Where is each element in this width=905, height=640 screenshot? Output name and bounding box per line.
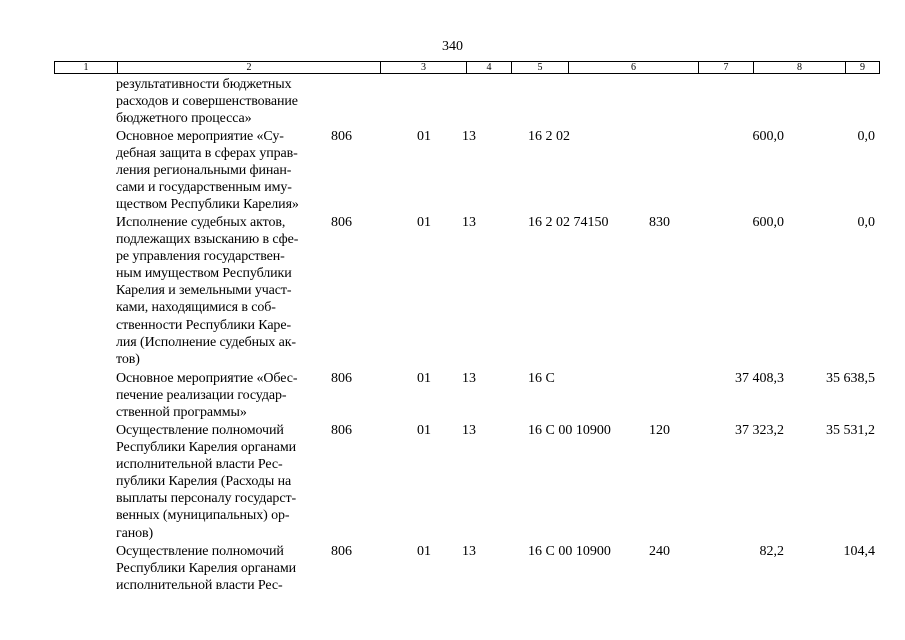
table-cell-col8: 600,0 xyxy=(752,129,784,144)
table-cell-col8: 600,0 xyxy=(752,215,784,230)
table-cell-col5: 13 xyxy=(462,544,476,559)
table-cell-col4: 01 xyxy=(417,129,431,144)
table-cell-col9: 35 638,5 xyxy=(826,371,875,386)
table-cell-col3: 806 xyxy=(331,544,352,559)
header-col-4: 4 xyxy=(466,62,511,73)
table-cell-col7: 120 xyxy=(649,423,670,438)
table-row-name: Осуществление полномочий Республики Карелия органами исполнительной власти Рес- xyxy=(116,544,297,594)
page-number: 340 xyxy=(442,39,463,54)
table-row-name: Исполнение судебных актов, подлежащих взысканию в сфе- ре управления государствен- ным имуществом Республики Карелия и земельными участ- ками, находящимися в соб- ственности Республики Каре- лия (Исполнение судебных ак- тов) xyxy=(116,215,299,367)
header-col-2: 2 xyxy=(117,62,380,73)
table-cell-col9: 0,0 xyxy=(857,129,875,144)
table-cell-col9: 35 531,2 xyxy=(826,423,875,438)
table-cell-col4: 01 xyxy=(417,215,431,230)
table-cell-col3: 806 xyxy=(331,129,352,144)
table-cell-col3: 806 xyxy=(331,423,352,438)
table-cell-col7: 240 xyxy=(649,544,670,559)
header-col-1: 1 xyxy=(83,62,89,73)
table-cell-col3: 806 xyxy=(331,371,352,386)
table-cell-col5: 13 xyxy=(462,423,476,438)
table-row-name: Основное мероприятие «Су- дебная защита в сферах управ- ления региональными финан- сами и государственным иму- ществом Республики Карелия» xyxy=(116,129,299,213)
header-col-7: 7 xyxy=(698,62,753,73)
table-cell-col8: 82,2 xyxy=(759,544,784,559)
header-col-6: 6 xyxy=(568,62,698,73)
table-cell-col6: 16 2 02 xyxy=(528,129,570,144)
table-cell-col5: 13 xyxy=(462,129,476,144)
table-header-row xyxy=(54,61,880,74)
table-cell-col6: 16 2 02 74150 xyxy=(528,215,609,230)
header-col-9: 9 xyxy=(845,62,879,73)
table-cell-col4: 01 xyxy=(417,423,431,438)
table-cell-col7: 830 xyxy=(649,215,670,230)
table-cell-col8: 37 323,2 xyxy=(735,423,784,438)
table-row-name: Осуществление полномочий Республики Карелия органами исполнительной власти Рес- публики Карелия (Расходы на выплаты персоналу государст- венных (муниципальных) ор- ганов) xyxy=(116,423,297,541)
table-cell-col8: 37 408,3 xyxy=(735,371,784,386)
table-cell-col9: 0,0 xyxy=(857,215,875,230)
table-row-name: результативности бюджетных расходов и совершенствование бюджетного процесса» xyxy=(116,77,298,127)
header-col-3: 3 xyxy=(380,62,466,73)
table-cell-col9: 104,4 xyxy=(843,544,875,559)
header-col-8: 8 xyxy=(753,62,845,73)
table-cell-col3: 806 xyxy=(331,215,352,230)
table-cell-col4: 01 xyxy=(417,544,431,559)
table-cell-col6: 16 С 00 10900 xyxy=(528,423,611,438)
table-cell-col4: 01 xyxy=(417,371,431,386)
header-col-5: 5 xyxy=(511,62,568,73)
table-cell-col5: 13 xyxy=(462,215,476,230)
table-row-name: Основное мероприятие «Обес- печение реализации государ- ственной программы» xyxy=(116,371,298,421)
table-cell-col6: 16 С 00 10900 xyxy=(528,544,611,559)
table-cell-col5: 13 xyxy=(462,371,476,386)
table-cell-col6: 16 С xyxy=(528,371,555,386)
